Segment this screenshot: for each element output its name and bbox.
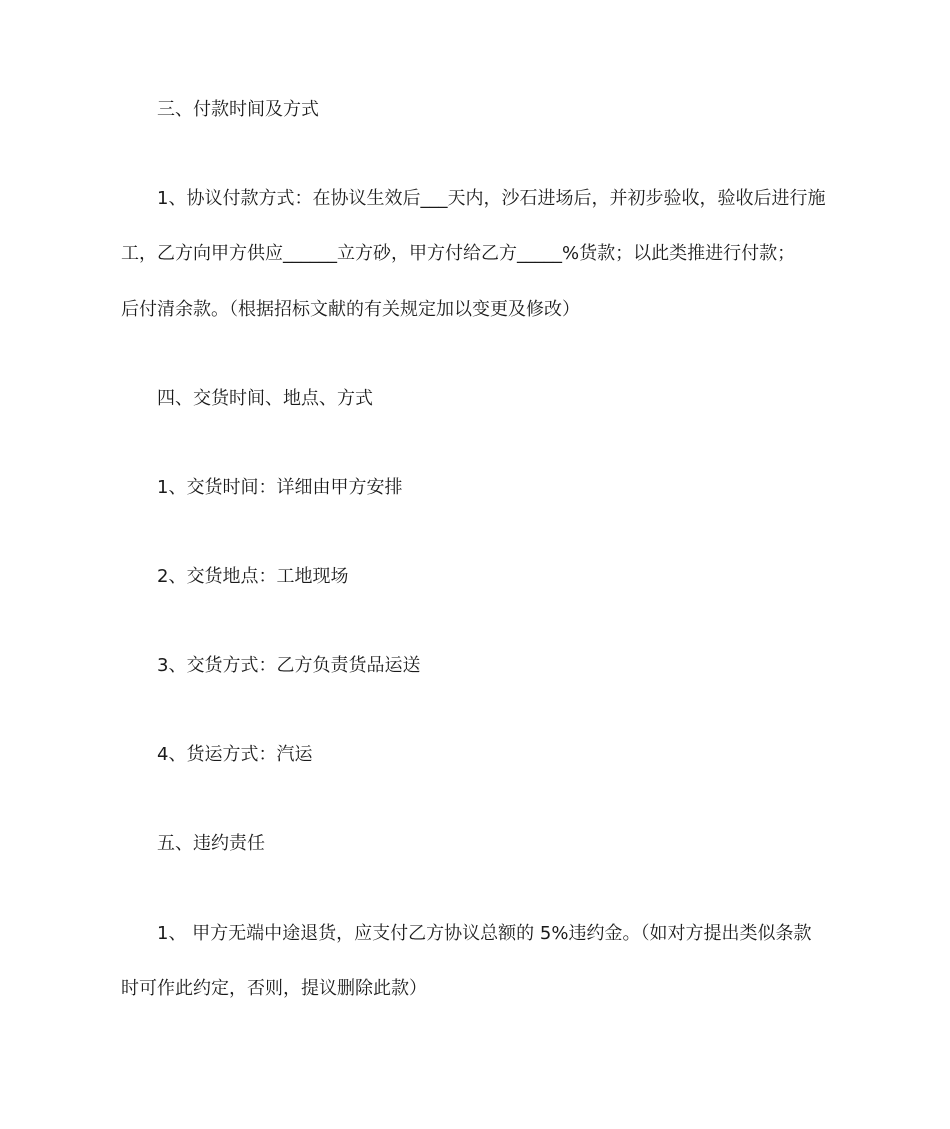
section-3-item-1-line-2: 工，乙方向甲方供应______立方砂，甲方付给乙方_____%货款；以此类推进行付款； <box>121 243 796 264</box>
section-4-heading: 四、交货时间、地点、方式 <box>157 388 373 409</box>
section-3-heading: 三、付款时间及方式 <box>157 99 319 120</box>
section-4-item-3: 3、交货方式：乙方负责货品运送 <box>157 655 421 676</box>
section-4-item-1: 1、交货时间：详细由甲方安排 <box>157 477 403 498</box>
section-4-item-2: 2、交货地点：工地现场 <box>157 566 349 587</box>
section-3-item-1-line-1: 1、协议付款方式：在协议生效后___天内，沙石进场后，并初步验收，验收后进行施 <box>157 188 826 209</box>
section-3-item-1-line-3: 后付清余款。（根据招标文献的有关规定加以变更及修改） <box>121 299 580 320</box>
section-5-item-1-line-2: 时可作此约定，否则，提议删除此款） <box>121 978 427 999</box>
section-5-heading: 五、违约责任 <box>157 833 265 854</box>
section-5-item-1-line-1: 1、 甲方无端中途退货，应支付乙方协议总额的 5%违约金。（如对方提出类似条款 <box>157 923 812 944</box>
section-4-item-4: 4、货运方式：汽运 <box>157 744 313 765</box>
